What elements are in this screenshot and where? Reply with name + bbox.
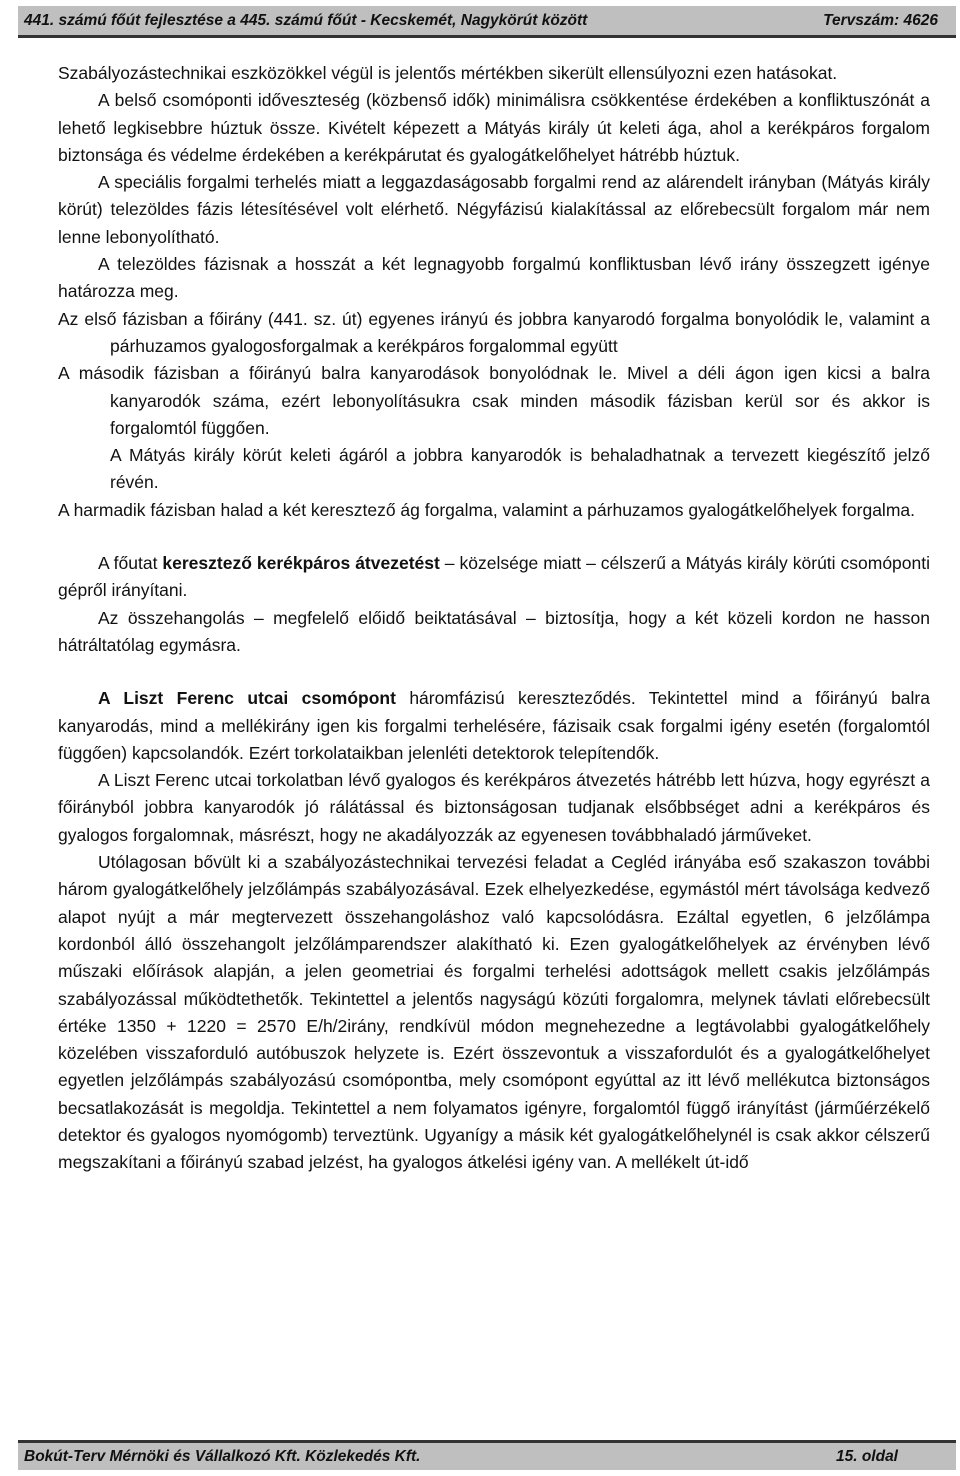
phase-item: A harmadik fázisban halad a két keresztező ág forgalma, valamint a párhuzamos gyalogátkelőhelyek forgalma. [58,499,915,520]
paragraph: A Liszt Ferenc utcai torkolatban lévő gyalogos és kerékpáros átvezetés hátrébb lett húzva, hogy egyrészt a főirányból jobbra kanyarodók jó rálátással és biztonságosan tudjanak elsőbbséget adni a kerékpáros és gyalogos forgalomnak, másrészt, hogy ne akadályozzák az egyenesen továbbhaladó járműveket. [58,770,930,845]
footer-page-number: 15. oldal [835,1447,898,1465]
header-title: 441. számú főút fejlesztése a 445. számú főút - Kecskemét, Nagykörút között [24,11,588,29]
document-body [58,60,930,1177]
footer-company: Bokút-Terv Mérnöki és Vállalkozó Kft. Közlekedés Kft. [24,1447,421,1465]
header-doc-number: Tervszám: 4626 [823,11,938,29]
text-run: – közelsége miatt – célszerű a Mátyás király körúti csomóponti gépről irányítani. [58,553,931,601]
paragraph [58,550,930,605]
spacer [58,524,930,550]
paragraph: A belső csomóponti időveszteség (közbenső idők) minimálisra csökkentése érdekében a konfliktuszónát a lehető legkisebbre húztuk össze. Kivételt képezett a Mátyás király út keleti ága, ahol a kerékpáros forgalom biztonsága és védelme érdekében a kerékpárutat és gyalogátkelőhelyet hátrébb húztuk. [58,90,930,165]
paragraph: A telezöldes fázisnak a hosszát a két legnagyobb forgalmú konfliktusban lévő irány összegzett igénye határozza meg. [58,254,930,302]
page-header [18,6,956,38]
paragraph [58,685,930,767]
bold-text: keresztező kerékpáros átvezetést [162,553,440,574]
spacer [58,659,930,685]
text-run: A főutat [98,553,163,574]
paragraph: A speciális forgalmi terhelés miatt a leggazdaságosabb forgalmi rend az alárendelt irányban (Mátyás király körút) telezöldes fázis létesítésével volt elérhető. Négyfázisú kialakítással az előrebecsült forgalom már nem lenne lebonyolítható. [58,172,930,247]
phase-subitem: A Mátyás király körút keleti ágáról a jobbra kanyarodók is behaladhatnak a tervezett kiegészítő jelző révén. [110,445,930,493]
phase-item: Az első fázisban a főirány (441. sz. út) egyenes irányú és jobbra kanyarodó forgalma bonyolódik le, valamint a párhuzamos gyalogosforgalmak a kerékpáros forgalommal együtt [58,308,930,356]
bold-text: A Liszt Ferenc utcai csomópont [98,688,396,709]
paragraph: Utólagosan bővült ki a szabályozástechnikai tervezési feladat a Cegléd irányába eső szakaszon további három gyalogátkelőhely jelzőlámpás szabályozásával. Ezek elhelyezkedése, egymástól mért távolsága kedvező alapot nyújt a már megtervezett összehangoláshoz való kapcsolódásra. Ezáltal egyetlen, 6 jelzőlámpa kordonból álló összehangolt jelzőlámparendszer alakítható ki. Ezen gyalogátkelőhelyek az érvényben lévő műszaki előírások alapján, a jelen geometriai és forgalmi terhelési adottságok mellett csakis jelzőlámpás szabályozással működtethetők. Tekintettel a jelentős nagyságú közúti forgalomra, melynek távlati előrebecsült értéke 1350 + 1220 = 2570 E/h/2irány, rendkívül módon megnehezedne a legtávolabbi gyalogátkelőhely közelében visszaforduló autóbuszok helyzete is. Ezért összevontuk a visszafordulót és a gyalogátkelőhelyet egyetlen jelzőlámpás szabályozású csomópontba, mely csomópont egyúttal az itt lévő mellékutca biztonságos becsatlakozását is megoldja. Tekintettel a nem folyamatos igényre, forgalomtól függő irányítást (járműérzékelő detektor és gyalogos nyomógomb) terveztünk. Ugyanígy a másik két gyalogátkelőhelynél is csak akkor célszerű megszakítani a főirányú szabad jelzést, ha gyalogos átkelési igény van. A mellékelt út-idő [58,852,930,1173]
text-run: háromfázisú kereszteződés. Tekintettel mind a főirányú balra kanyarodás, mind a mellékirány igen kis forgalmi terhelésére, fázisaik csak forgalmi igény esetén (forgalomtól függően) kapcsolandók. Ezért torkolataikban jelenléti detektorok telepítendők. [58,688,930,763]
paragraph: Szabályozástechnikai eszközökkel végül is jelentős mértékben sikerült ellensúlyozni ezen hatásokat. [58,63,838,83]
paragraph: Az összehangolás – megfelelő előidő beiktatásával – biztosítja, hogy a két közeli kordon ne hasson hátráltatólag egymásra. [58,607,930,655]
page-footer [18,1440,956,1470]
phase-item: A második fázisban a főirányú balra kanyarodások bonyolódnak le. Mivel a déli ágon igen kicsi a balra kanyarodók száma, ezért lebonyolításukra csak minden második fázisban kerül sor és akkor is forgalomtól függően. [58,363,930,438]
